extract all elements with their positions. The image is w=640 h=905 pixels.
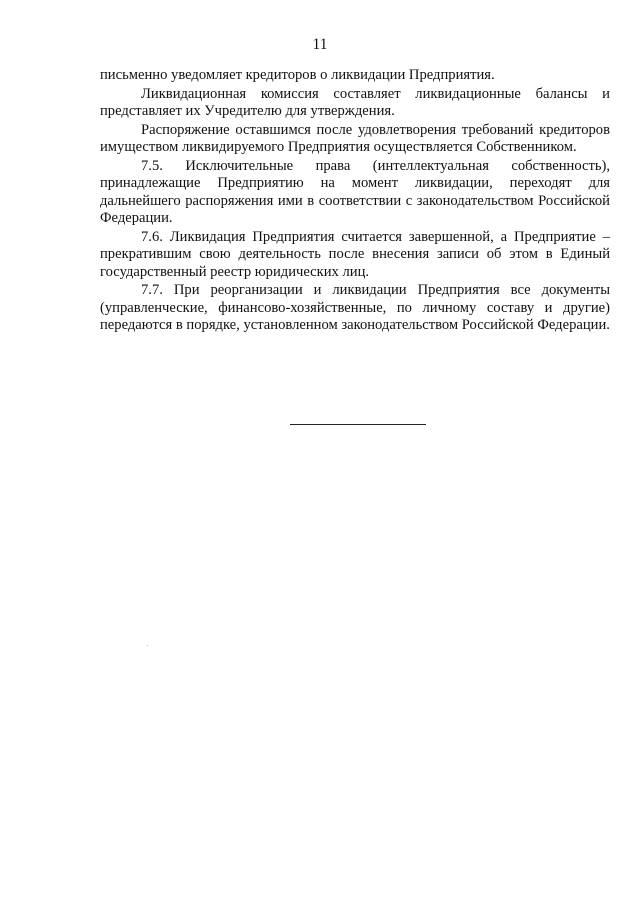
paragraph-7-7: 7.7. При реорганизации и ликвидации Предприятия все документы (управленческие, финансово-хозяйственные, по личному составу и другие) передаются в порядке, установленном законодательством Российской Федерации.	[100, 282, 610, 333]
scan-speck	[147, 645, 148, 646]
paragraph-liquidation-balance: Ликвидационная комиссия составляет ликвидационные балансы и представляет их Учредителю для утверждения.	[100, 85, 610, 119]
end-of-document-rule	[290, 424, 426, 425]
paragraph-continuation: письменно уведомляет кредиторов о ликвидации Предприятия.	[100, 67, 495, 83]
document-body	[100, 67, 610, 335]
page-number: 11	[312, 36, 328, 53]
paragraph-remaining-property: Распоряжение оставшимся после удовлетворения требований кредиторов имуществом ликвидируемого Предприятия осуществляется Собственником.	[100, 121, 610, 155]
paragraph-7-5: 7.5. Исключительные права (интеллектуальная собственность), принадлежащие Предприятию на момент ликвидации, переходят для дальнейшего распоряжения ими в соответствии с законодательством Российской Федерации.	[100, 157, 610, 226]
paragraph-7-6: 7.6. Ликвидация Предприятия считается завершенной, а Предприятие – прекратившим свою деятельность после внесения записи об этом в Единый государственный реестр юридических лиц.	[100, 228, 610, 280]
